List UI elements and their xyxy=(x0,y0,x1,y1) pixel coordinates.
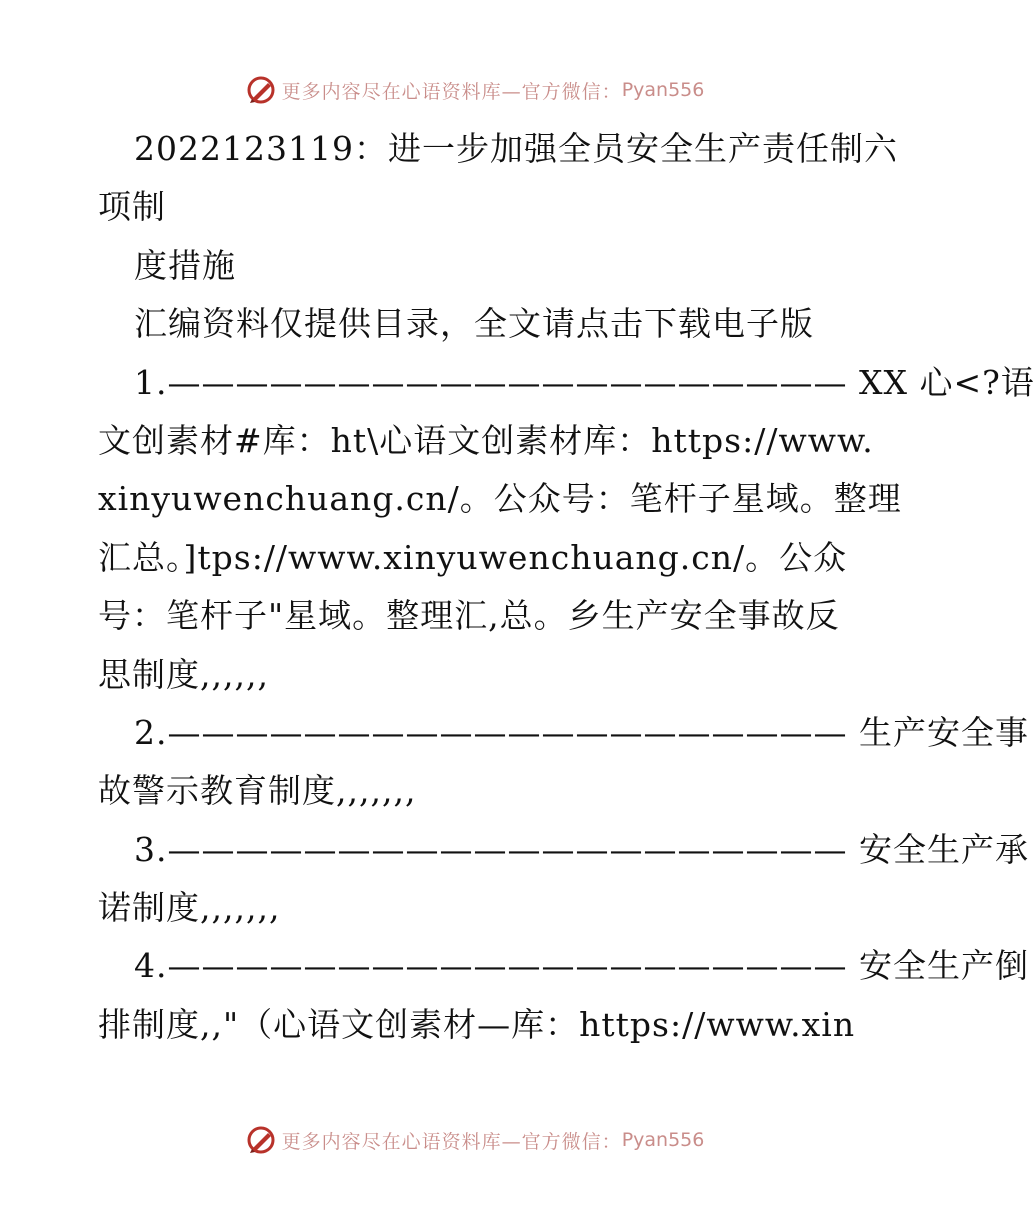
title-line-2: 项制 xyxy=(98,187,166,227)
document-body xyxy=(98,120,1035,1054)
title-line-1: 2022123119：进一步加强全员安全生产责任制六 xyxy=(134,129,898,168)
intro-paragraph: 汇编资料仅提供目录，全文请点击下载电子版 xyxy=(134,304,814,344)
header-wechat-id: Pyan556 xyxy=(621,79,705,101)
toc-item-1-line-5: 号：笔杆子"星域。整理汇,总。乡生产安全事故反 xyxy=(98,596,840,636)
toc-item-1-line-4: 汇总。]tps://www.xinyuwenchuang.cn/。公众 xyxy=(98,537,848,577)
toc-item-3-line-1: 3.———————————————————— 安全生产承 xyxy=(134,829,1029,869)
toc-item-2-line-2: 故警示教育制度,,,,,,, xyxy=(98,771,417,811)
footer-wechat-id: Pyan556 xyxy=(621,1129,705,1151)
pen-logo-icon xyxy=(246,1125,276,1155)
header-banner xyxy=(0,70,950,110)
header-wechat-label: 官方微信： xyxy=(521,80,622,103)
toc-item-3-line-2: 诺制度,,,,,,, xyxy=(98,888,281,928)
toc-item-1-line-1: 1.———————————————————— XX 心<?语 xyxy=(134,362,1035,402)
header-banner-text: 更多内容尽在心语资料库— xyxy=(281,80,522,103)
title-line-3: 度措施 xyxy=(134,245,236,285)
footer-banner-text: 更多内容尽在心语资料库— xyxy=(281,1130,522,1153)
pen-logo-icon xyxy=(246,75,276,105)
toc-item-1-line-3: xinyuwenchuang.cn/。公众号：笔杆子星域。整理 xyxy=(98,479,902,519)
toc-item-4-line-1: 4.———————————————————— 安全生产倒 xyxy=(134,946,1029,986)
toc-item-1-line-2: 文创素材#库：ht\心语文创素材库：https://www. xyxy=(98,420,874,460)
toc-item-4-line-2: 排制度,,"（心语文创素材—库：https://www.xin xyxy=(98,1004,856,1044)
footer-banner xyxy=(0,1120,950,1160)
toc-item-2-line-1: 2.———————————————————— 生产安全事 xyxy=(134,712,1029,752)
toc-item-1-line-6: 思制度,,,,,, xyxy=(98,654,269,694)
footer-wechat-label: 官方微信： xyxy=(521,1130,622,1153)
